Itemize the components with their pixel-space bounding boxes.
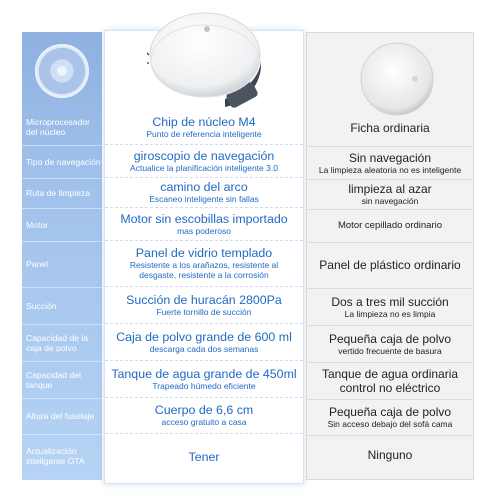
- feature-row: [105, 433, 303, 481]
- ordinary-product-column: [306, 32, 474, 480]
- label-row: [22, 178, 102, 209]
- feature-title: Motor sin escobillas importado: [120, 211, 288, 226]
- feature-detail: Actualice la planificación inteligente 3.0: [130, 162, 278, 173]
- compare-row: [307, 110, 473, 147]
- robot-vacuum-icon: [35, 44, 89, 98]
- feature-row: [105, 177, 303, 208]
- label-row: [22, 361, 102, 399]
- feature-title: Panel de vidrio templado: [135, 246, 273, 260]
- feature-detail: Punto de referencia inteligente: [146, 129, 262, 139]
- compare-row: [307, 362, 473, 400]
- feature-detail: Escaneo inteligente sin fallas: [149, 194, 259, 204]
- feature-detail: mas poderoso: [177, 225, 231, 236]
- feature-row: [105, 240, 303, 287]
- compare-detail: vertido frecuente de basura: [338, 345, 442, 356]
- feature-detail: Trapeado húmedo eficiente: [152, 380, 256, 391]
- feature-label: Altura del fuselaje: [26, 411, 95, 421]
- feature-title: Tener: [188, 450, 220, 464]
- feature-label-column: [22, 32, 102, 480]
- feature-title: Caja de polvo grande de 600 ml: [116, 329, 292, 344]
- feature-detail: Fuerte tornillo de succión: [156, 306, 252, 317]
- feature-label: Tipo de navegación: [26, 156, 101, 167]
- compare-row: [307, 146, 473, 180]
- compare-title: Ninguno: [367, 448, 413, 462]
- label-row: [22, 241, 102, 288]
- compare-title: Pequeña caja de polvo: [328, 405, 452, 419]
- compare-row: [307, 288, 473, 326]
- compare-row: [307, 179, 473, 210]
- compare-detail: La limpieza aleatoria no es inteligente: [318, 164, 462, 175]
- robot-vacuum-image: [357, 39, 437, 119]
- label-row: [22, 208, 102, 242]
- compare-row: [307, 325, 473, 363]
- compare-row: [307, 209, 473, 243]
- feature-label: Ruta de limpieza: [26, 188, 91, 198]
- product-column: [104, 30, 304, 484]
- feature-label: Motor: [26, 219, 48, 230]
- compare-title: Panel de plástico ordinario: [319, 258, 461, 272]
- label-row: [22, 398, 102, 435]
- feature-label: Microprocesador del núcleo: [26, 117, 90, 137]
- compare-title: Tanque de agua ordinaria control no eléctrico: [321, 366, 459, 395]
- feature-row: [105, 323, 303, 361]
- compare-row: [307, 242, 473, 289]
- feature-title: Chip de núcleo M4: [152, 115, 256, 129]
- label-row: [22, 287, 102, 325]
- compare-title: Motor cepillado ordinario: [337, 219, 443, 231]
- feature-row: [105, 110, 303, 145]
- feature-label: Succión: [26, 300, 57, 311]
- feature-row: [105, 207, 303, 241]
- compare-title: Dos a tres mil succión: [331, 294, 449, 309]
- feature-label: Capacidad de la caja de polvo: [26, 332, 89, 353]
- feature-row: [105, 397, 303, 434]
- feature-label: Capacidad del tanque: [26, 369, 81, 390]
- feature-detail: descarga cada dos semanas: [149, 343, 259, 354]
- label-row: [22, 109, 102, 146]
- compare-detail: Sin acceso debajo del sofá cama: [327, 419, 453, 429]
- feature-label: Panel: [26, 259, 48, 269]
- feature-detail: acceso gratuito a casa: [161, 417, 247, 427]
- label-row: [22, 324, 102, 362]
- feature-title: Tanque de agua grande de 450ml: [111, 366, 297, 381]
- compare-row: [307, 399, 473, 436]
- feature-title: Succión de huracán 2800Pa: [126, 292, 282, 307]
- feature-title: camino del arco: [160, 180, 248, 194]
- compare-title: Sin navegación: [348, 150, 432, 165]
- feature-row: [105, 360, 303, 398]
- label-row: [22, 434, 102, 478]
- feature-title: giroscopio de navegación: [133, 148, 275, 163]
- compare-detail: sin navegación: [361, 196, 419, 206]
- feature-label: Actualización inteligente OTA: [26, 446, 85, 466]
- compare-title: limpieza al azar: [348, 182, 432, 196]
- feature-row: [105, 144, 303, 178]
- compare-title: Ficha ordinaria: [350, 121, 430, 135]
- compare-row: [307, 435, 473, 475]
- feature-title: Cuerpo de 6,6 cm: [154, 403, 254, 417]
- label-row: [22, 145, 102, 179]
- feature-detail: Resistente a los arañazos, resistente al desgaste, resistente a la corrosión: [129, 260, 279, 280]
- robot-vacuum-image: [147, 3, 265, 113]
- compare-detail: La limpieza no es limpia: [344, 308, 436, 319]
- feature-row: [105, 286, 303, 324]
- compare-title: Pequeña caja de polvo: [328, 331, 452, 346]
